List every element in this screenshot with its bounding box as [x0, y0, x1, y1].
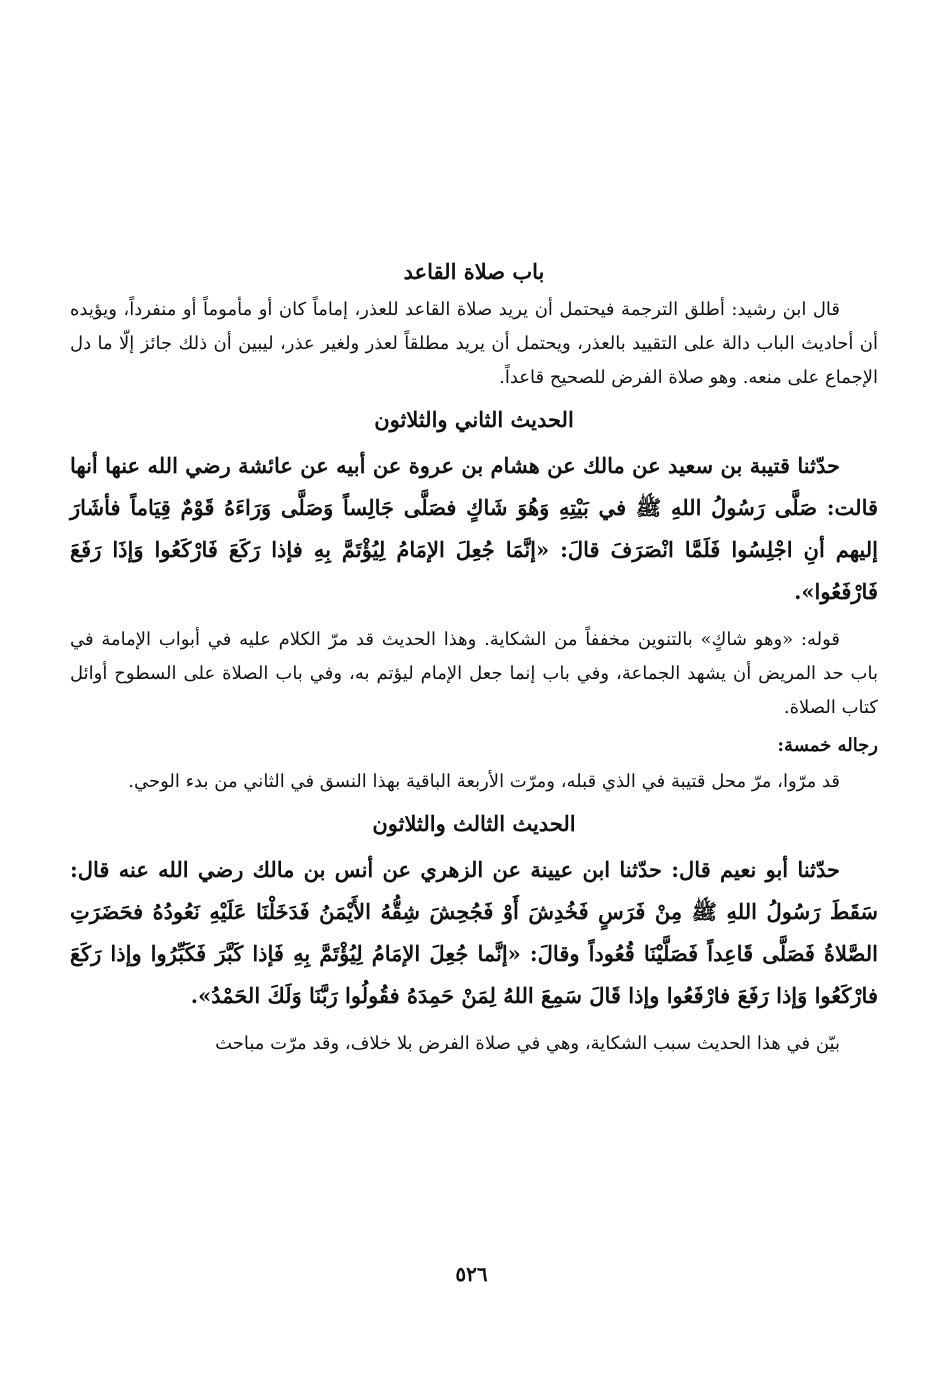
page-body — [70, 255, 878, 1061]
hadith-32-text: حدّثنا قتيبة بن سعيد عن مالك عن هشام بن عروة عن أبيه عن عائشة رضي الله عنها أنها قالت: صَلَّى رَسُولُ اللهِ ﷺ في بَيْتِهِ وَهُوَ شَاكٍ فصَلَّى جَالِساً وَصَلَّى وَرَاءَهُ قَوْمٌ قِيَاماً فأشَارَ إليهم أنِ اجْلِسُوا فَلَمَّا انْصَرَفَ قالَ: «إنَّمَا جُعِلَ الإمَامُ لِيُؤْتَمَّ بِهِ فإذا رَكَعَ فَارْكَعُوا وَإذَا رَفَعَ فَارْفَعُوا». — [70, 453, 878, 604]
hadith-32-heading: الحديث الثاني والثلاثون — [374, 407, 574, 432]
hadith-33-commentary: بيّن في هذا الحديث سبب الشكاية، وهي في صلاة الفرض بلا خلاف، وقد مرّت مباحث — [215, 1033, 840, 1054]
hadith-32-narrators-text: قد مرّوا، مرّ محل قتيبة في الذي قبله، ومرّت الأربعة الباقية بهذا النسق في الثاني من بدء الوحي. — [128, 771, 840, 792]
chapter-title: باب صلاة القاعد — [403, 259, 545, 284]
hadith-33-heading: الحديث الثالث والثلاثون — [372, 811, 576, 836]
page-number: ٥٢٦ — [455, 1262, 488, 1286]
hadith-32-narrators-label: رجاله خمسة: — [777, 735, 878, 756]
hadith-33-text: حدّثنا أبو نعيم قال: حدّثنا ابن عيينة عن الزهري عن أنس بن مالك رضي الله عنه قال: سَقَطَ رَسُولُ اللهِ ﷺ مِنْ فَرَسٍ فَخُدِشَ أَوْ فَجُحِشَ شِقُّهُ الأَيْمَنُ فَدَخَلْنَا عَلَيْهِ نَعُودُهُ فحَضَرَتِ الصَّلاةُ فَصَلَّى قَاعِداً فَصَلَّيْنَا قُعُوداً وقالَ: «إنَّما جُعِلَ الإمَامُ لِيُؤْتَمَّ بِهِ فَإذا كَبَّرَ فَكَبِّرُوا وإذا رَكَعَ فارْكَعُوا وَإذا رَفَعَ فارْفَعُوا وإذا قَالَ سَمِعَ اللهُ لِمَنْ حَمِدَهُ فقُولُوا رَبَّنَا وَلَكَ الحَمْدُ». — [70, 857, 878, 1008]
hadith-32-commentary: قوله: «وهو شاكٍ» بالتنوين مخففاً من الشكاية. وهذا الحديث قد مرّ الكلام عليه في أبواب الإمامة في باب حد المريض أن يشهد الجماعة، وفي باب إنما جعل الإمام ليؤتم به، وفي باب الصلاة على السطوح أوائل كتاب الصلاة. — [70, 629, 878, 718]
intro-paragraph: قال ابن رشيد: أطلق الترجمة فيحتمل أن يريد صلاة القاعد للعذر، إماماً كان أو مأموماً أو منفرداً، ويؤيده أن أحاديث الباب دالة على التقييد بالعذر، ويحتمل أن يريد مطلقاً لعذر ولغير عذر، ليبين أن ذلك جائز إلّا ما دل الإجماع على منعه. وهو صلاة الفرض للصحيح قاعداً. — [70, 299, 878, 388]
